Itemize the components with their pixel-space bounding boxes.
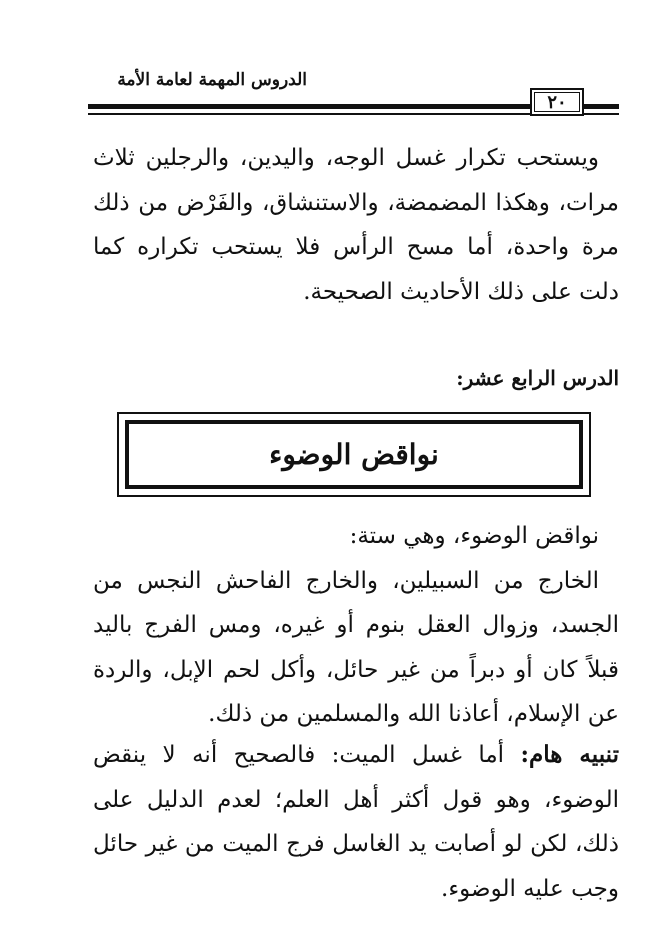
page-number: ٢٠ xyxy=(530,88,584,116)
paragraph-ablution-repetition xyxy=(93,136,619,314)
section-title: نواقض الوضوء xyxy=(269,438,439,471)
section-title-frame xyxy=(117,412,591,497)
notice-label: تنبيه هام: xyxy=(520,741,619,768)
important-notice xyxy=(93,733,619,911)
intro-line: نواقض الوضوء، وهي ستة: xyxy=(349,523,599,549)
section-title-inner-frame xyxy=(125,420,583,489)
nullifiers-paragraph: الخارج من السبيلين، والخارج الفاحش النجس من الجسد، وزوال العقل بنوم أو غيره، ومس الفرج باليد قبلاً كان أو دبراً من غير حائل، وأكل لحم الإبل، والردة عن الإسلام، أعاذنا الله والمسلمين من ذلك. xyxy=(93,567,619,727)
notice-text: أما غسل الميت: فالصحيح أنه لا ينقض الوضوء، وهو قول أكثر أهل العلم؛ لعدم الدليل على ذلك، لكن لو أصابت يد الغاسل فرج الميت من غير حائل وجب عليه الوضوء. xyxy=(93,742,619,902)
notice-paragraph xyxy=(93,733,619,911)
lesson-heading: الدرس الرابع عشر: xyxy=(456,366,619,390)
running-title: الدروس المهمة لعامة الأمة xyxy=(117,70,307,90)
paragraph-text: ويستحب تكرار غسل الوجه، واليدين، والرجلين ثلاث مرات، وهكذا المضمضة، والاستنشاق، والفَرْض من ذلك مرة واحدة، أما مسح الرأس فلا يستحب تكراره كما دلت على ذلك الأحاديث الصحيحة. xyxy=(93,145,619,305)
nullifiers-list xyxy=(93,514,619,737)
